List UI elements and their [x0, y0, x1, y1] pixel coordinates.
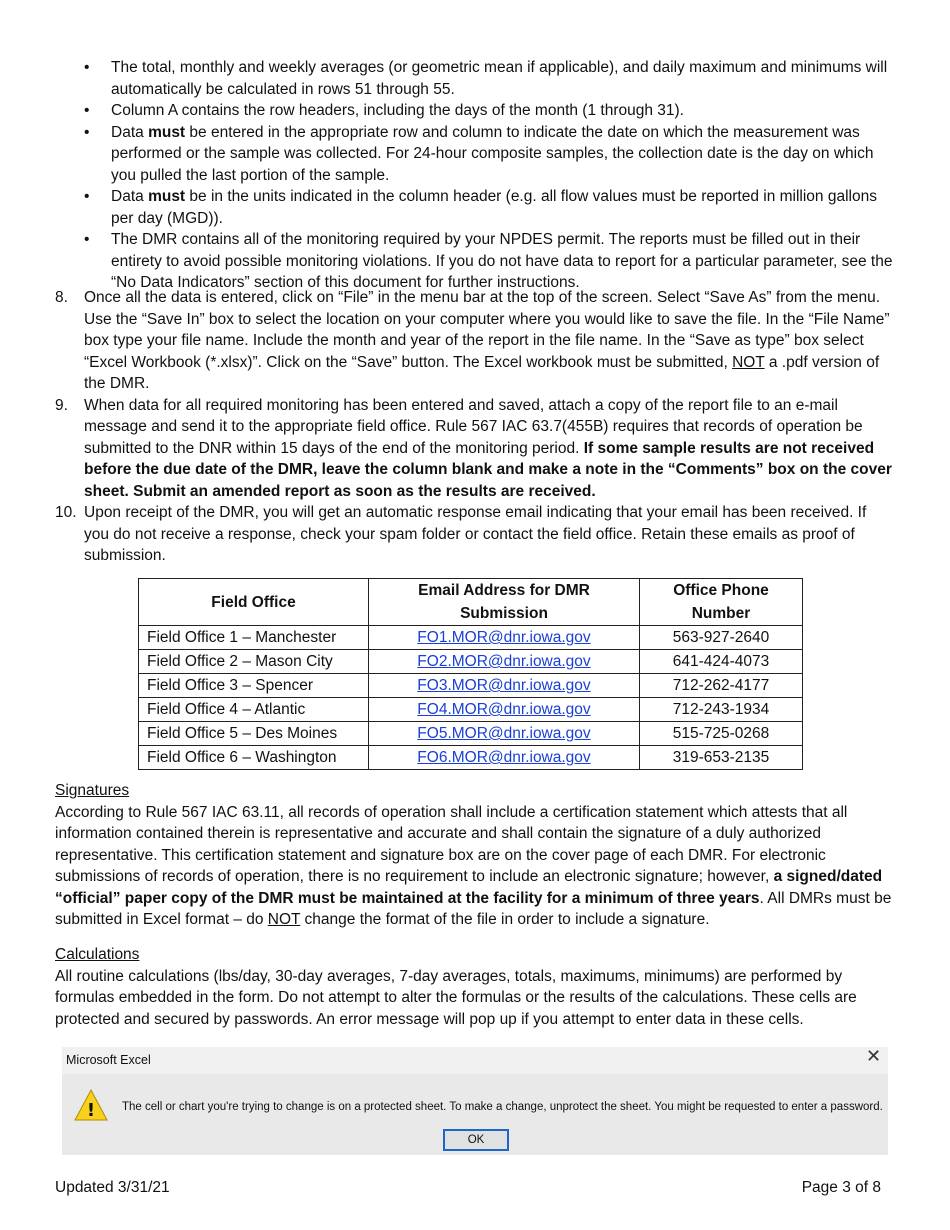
step-item: 8. Once all the data is entered, click on “File” in the menu bar at the top of the screen. Select “Save As” from the menu. Use the “Save In” box to select the location on your computer where you would like to save the file. In the “File Name” box type your file name. Include the month and year of the report in the file name. In the “Save as type” box select “Excel Workbook (*.xlsx)”. Click on the “Save” button. The Excel workbook must be submitted, NOT a .pdf version of the DMR.: [55, 289, 890, 392]
bullet-item: • The DMR contains all of the monitoring required by your NPDES permit. The reports must be filled out in their entirety to avoid possible monitoring violations. If you do not have data to report for a particular parameter, see the “No Data Indicators” section of this document for further instructions.: [84, 231, 893, 291]
table-row: [139, 746, 803, 770]
step-item: 10. Upon receipt of the DMR, you will get an automatic response email indicating that your email has been received. If you do not receive a response, check your spam folder or contact the field office. Retain these emails as proof of submission.: [55, 504, 867, 564]
email-cell: [369, 746, 640, 770]
table-row: [139, 698, 803, 722]
email-link[interactable]: FO2.MOR@dnr.iowa.gov: [417, 653, 591, 670]
office-name: Field Office 5 – Des Moines: [139, 722, 369, 746]
signatures-body: According to Rule 567 IAC 63.11, all records of operation shall include a certification statement which attests that all information contained therein is representative and accurate and shall contain the signature of a duly authorized representative. This certification statement and signature box are on the cover page of each DMR. For electronic submissions of records of operation, there is no requirement to include an electronic signature; however, a signed/dated “official” paper copy of the DMR must be maintained at the facility for a minimum of three years. All DMRs must be submitted in Excel format – do NOT change the format of the file in order to include a signature.: [55, 803, 892, 928]
office-name: Field Office 1 – Manchester: [139, 626, 369, 650]
dialog-title: Microsoft Excel: [66, 1053, 151, 1067]
office-name: Field Office 3 – Spencer: [139, 674, 369, 698]
bullet-dot-icon: •: [84, 123, 90, 141]
bullet-dot-icon: •: [84, 188, 90, 205]
email-cell: [369, 626, 640, 650]
phone-number: 563-927-2640: [640, 626, 803, 650]
bullet-dot-icon: •: [84, 59, 90, 76]
email-link[interactable]: FO6.MOR@dnr.iowa.gov: [417, 749, 591, 766]
email-cell: [369, 674, 640, 698]
phone-number: 712-262-4177: [640, 674, 803, 698]
email-cell: [369, 722, 640, 746]
office-name: Field Office 2 – Mason City: [139, 650, 369, 674]
phone-number: 319-653-2135: [640, 746, 803, 770]
email-link[interactable]: FO5.MOR@dnr.iowa.gov: [417, 725, 591, 742]
office-name: Field Office 6 – Washington: [139, 746, 369, 770]
phone-number: 515-725-0268: [640, 722, 803, 746]
dialog-message: The cell or chart you're trying to change is on a protected sheet. To make a change, unprotect the sheet. You might be requested to enter a password.: [122, 1101, 883, 1113]
close-icon[interactable]: ✕: [866, 1046, 882, 1066]
header-field-office: Field Office: [139, 579, 369, 626]
table-row: [139, 674, 803, 698]
step-item: 9. When data for all required monitoring has been entered and saved, attach a copy of the report file to an e-mail message and send it to the appropriate field office. Rule 567 IAC 63.7(455B) requires that records of operation be submitted to the DNR within 15 days of the end of the monitoring period. If some sample results are not received before the due date of the DMR, leave the column blank and make a note in the “Comments” box on the cover sheet. Submit an amended report as soon as the results are received.: [55, 396, 892, 500]
calculations-heading: Calculations: [55, 946, 140, 963]
calculations-body: All routine calculations (lbs/day, 30-day averages, 7-day averages, totals, maximums, minimums) are performed by formulas embedded in the form. Do not attempt to alter the formulas or the results of the calculations. These cells are protected and secured by passwords. An error message will pop up if you attempt to enter data in these cells.: [55, 967, 857, 1028]
numbered-steps: [55, 287, 895, 567]
svg-text:!: !: [86, 1100, 96, 1121]
bullet-list: [80, 57, 900, 294]
bullet-item: • Data must be entered in the appropriate row and column to indicate the date on which the measurement was performed or the sample was collected. For 24-hour composite samples, the collection date is the day on which you pulled the last portion of the sample.: [84, 123, 874, 184]
table-row: [139, 626, 803, 650]
bullet-item: • Column A contains the row headers, including the days of the month (1 through 31).: [80, 100, 900, 122]
email-link[interactable]: FO1.MOR@dnr.iowa.gov: [417, 629, 591, 646]
phone-number: 641-424-4073: [640, 650, 803, 674]
table-row: [139, 722, 803, 746]
footer-page-number: Page 3 of 8: [801, 1179, 881, 1196]
footer-updated: Updated 3/31/21: [55, 1179, 170, 1196]
calculations-section: [55, 944, 900, 1030]
email-cell: [369, 650, 640, 674]
email-cell: [369, 698, 640, 722]
signatures-heading: Signatures: [55, 782, 130, 799]
bullet-item: • The total, monthly and weekly averages (or geometric mean if applicable), and daily maximum and minimums will automatically be calculated in rows 51 through 55.: [84, 59, 888, 98]
email-link[interactable]: FO4.MOR@dnr.iowa.gov: [417, 701, 591, 718]
ok-button[interactable]: OK: [443, 1129, 509, 1151]
bullet-dot-icon: •: [84, 231, 90, 248]
bullet-dot-icon: •: [84, 102, 90, 119]
warning-icon: [74, 1088, 108, 1122]
header-email: Email Address for DMR Submission: [369, 579, 640, 626]
signatures-section: [55, 780, 900, 931]
office-name: Field Office 4 – Atlantic: [139, 698, 369, 722]
email-link[interactable]: FO3.MOR@dnr.iowa.gov: [417, 677, 591, 694]
table-header-row: [139, 579, 803, 626]
bullet-item: • Data must be in the units indicated in the column header (e.g. all flow values must be reported in million gallons per day (MGD)).: [84, 188, 877, 227]
table-row: [139, 650, 803, 674]
field-office-table: [138, 578, 803, 770]
phone-number: 712-243-1934: [640, 698, 803, 722]
header-phone: Office Phone Number: [640, 579, 803, 626]
